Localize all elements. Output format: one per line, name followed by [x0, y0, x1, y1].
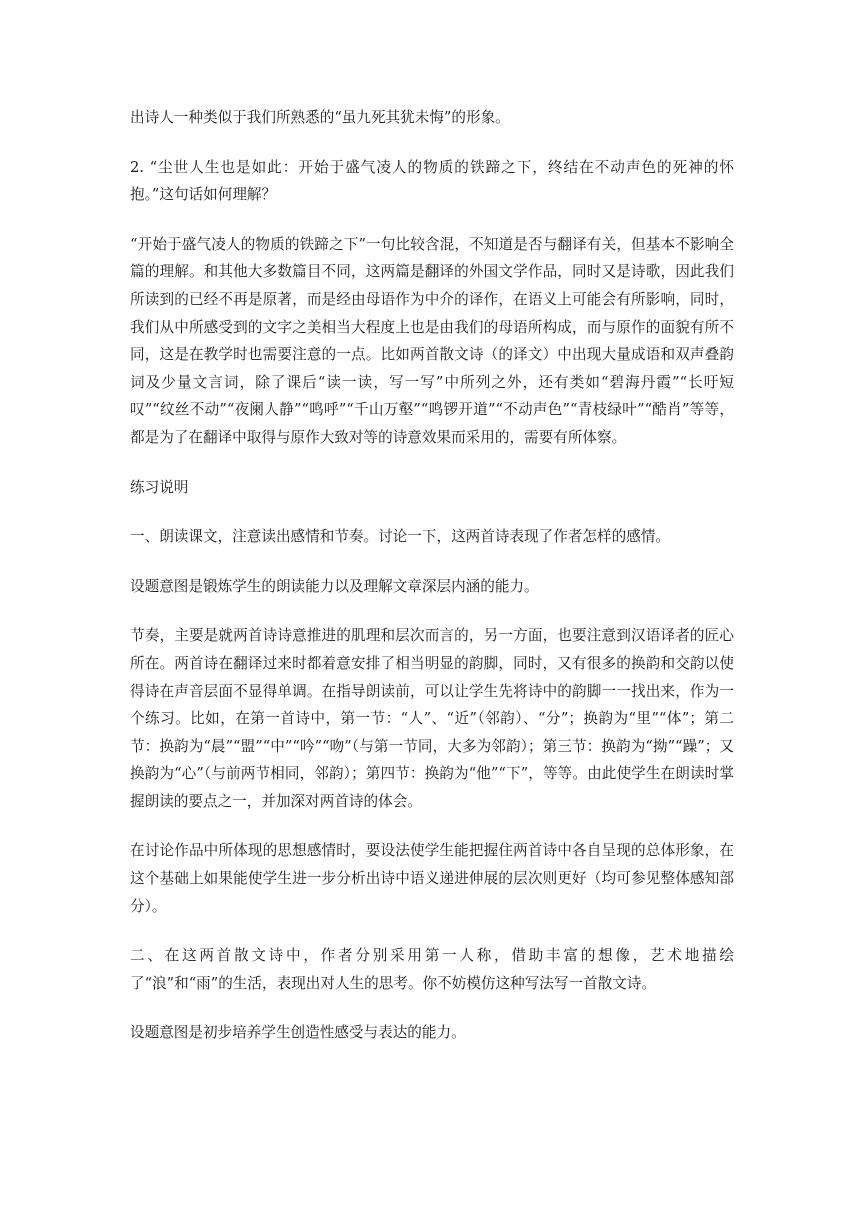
paragraph-exercise-2: 二、在这两首散文诗中，作者分别采用第一人称，借助丰富的想像，艺术地描绘了“浪”和“雨”的生活，表现出对人生的思考。你不妨模仿这种写法写一首散文诗。 [130, 947, 734, 992]
paragraph-answer-2: “开始于盛气凌人的物质的铁蹄之下”一句比较含混，不知道是否与翻译有关，但基本不影响全篇的理解。和其他大多数篇目不同，这两篇是翻译的外国文学作品，同时又是诗歌，因此我们所读到的已经不再是原著，而是经由母语作为中介的译作，在语义上可能会有所影响，同时，我们从中所感受到的文字之美相当大程度上也是由我们的母语所构成，而与原作的面貌有所不同，这是在教学时也需要注意的一点。比如两首散文诗（的译文）中出现大量成语和双声叠韵词及少量文言词，除了课后“读一读，写一写”中所列之外，还有类如“碧海丹霞”“长吁短叹”“纹丝不动”“夜阑人静”“鸣呼”“千山万壑”“鸣锣开道”“不动声色”“青枝绿叶”“酷肖”等等，都是为了在翻译中取得与原作大致对等的诗意效果而采用的，需要有所体察。 [130, 235, 734, 446]
paragraph-exercise-1-intent: 设题意图是锻炼学生的朗读能力以及理解文章深层内涵的能力。 [130, 577, 539, 595]
paragraph-continuation: 出诗人一种类似于我们所熟悉的“虽九死其犹未悔”的形象。 [130, 109, 510, 126]
paragraph-exercise-2-intent: 设题意图是初步培养学生创造性感受与表达的能力。 [130, 1024, 466, 1042]
paragraph-question-2: 2. “尘世人生也是如此：开始于盛气凌人的物质的铁蹄之下，终结在不动声色的死神的怀抱。”这句话如何理解？ [130, 158, 734, 204]
paragraph-exercise-1-rhythm: 节奏，主要是就两首诗诗意推进的肌理和层次而言的，另一方面，也要注意到汉语译者的匠心所在。两首诗在翻译过来时都着意安排了相当明显的韵脚，同时，又有很多的换韵和交韵以使得诗在声音层面不显得单调。在指导朗读前，可以让学生先将诗中的韵脚一一找出来，作为一个练习。比如，在第一首诗中，第一节：“人”、“近”（邻韵）、“分”；换韵为“里”“体”；第二节：换韵为“晨”“盟”“中”“吟”“吻”（与第一节同，大多为邻韵）；第三节：换韵为“拗”“躁”；又换韵为“心”（与前两节相同，邻韵）；第四节：换韵为“他”“下”，等等。由此使学生在朗读时掌握朗读的要点之一，并加深对两首诗的体会。 [130, 627, 734, 810]
document-body [130, 104, 734, 1069]
section-heading-exercises: 练习说明 [130, 478, 189, 496]
paragraph-exercise-1: 一、朗读课文，注意读出感情和节奏。讨论一下，这两首诗表现了作者怎样的感情。 [130, 528, 670, 546]
paragraph-exercise-1-discussion: 在讨论作品中所体现的思想感情时，要设法使学生能把握住两首诗中各自呈现的总体形象，在这个基础上如果能使学生进一步分析出诗中语义递进伸展的层次则更好（均可参见整体感知部分）。 [130, 842, 734, 915]
